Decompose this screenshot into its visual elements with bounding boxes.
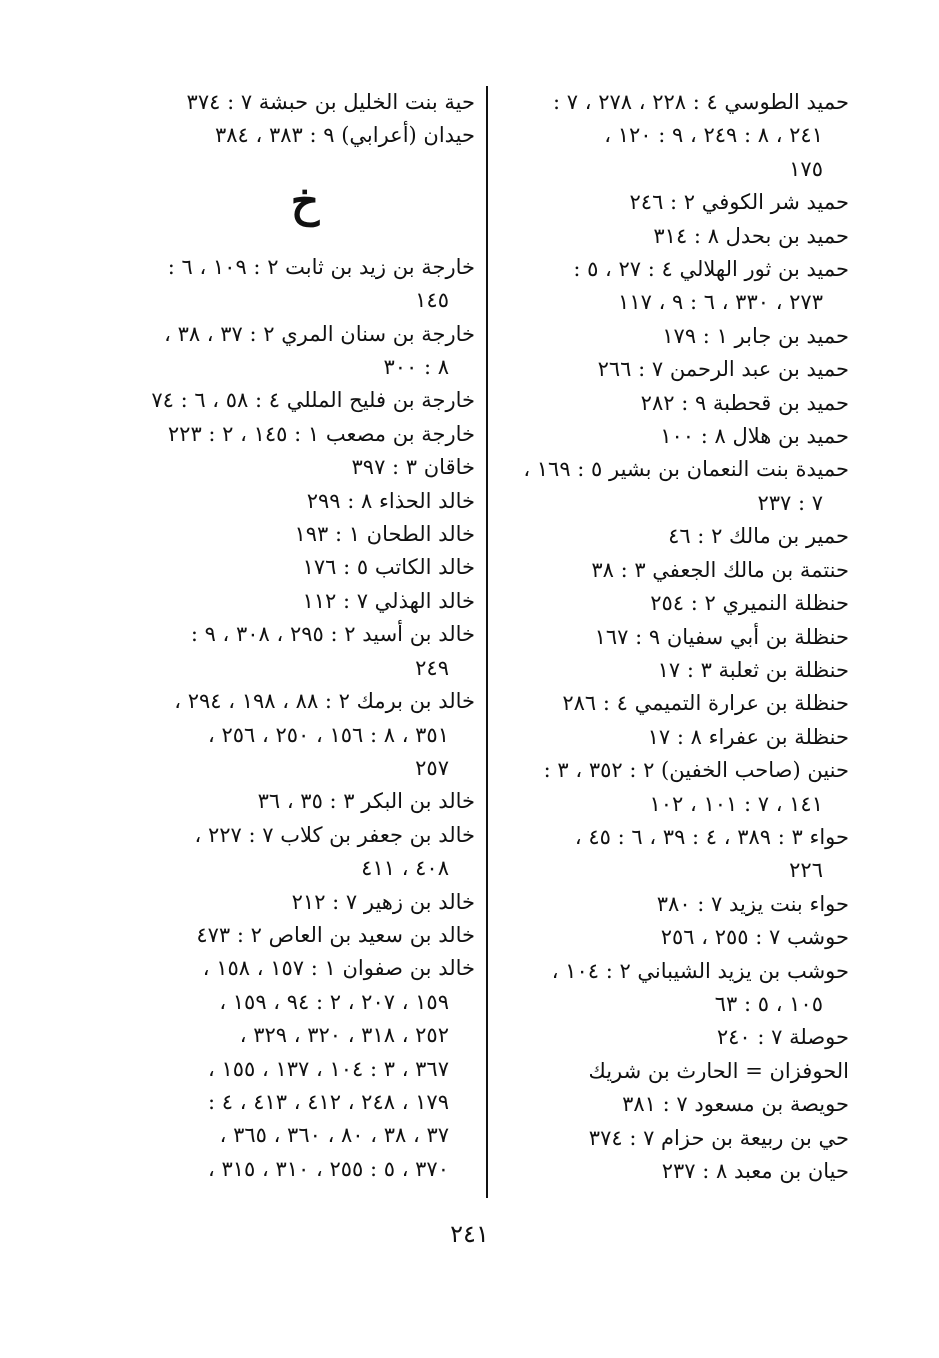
page-number: ٢٤١ xyxy=(450,1220,489,1248)
index-entry xyxy=(449,921,849,954)
index-entry-continuation: ١٧٩ ، ٢٤٨ ، ٤١٢ ، ٤١٣ ، ٤ : xyxy=(208,1089,449,1114)
index-entry xyxy=(135,819,475,886)
index-entry-text: خارجة بن مصعب ١ : ١٤٥ ، ٢ : ٢٢٣ xyxy=(167,421,475,446)
index-entry-continuation: ٢٧٣ ، ٣٣٠ ، ٦ : ٩ ، ١١٧ xyxy=(618,290,823,315)
section-letter-kha: خ xyxy=(290,175,320,227)
index-entry-text: خالد بن برمك ٢ : ٨٨ ، ١٩٨ ، ٢٩٤ ، xyxy=(174,689,475,714)
index-entry-text: حنظلة بن عفراء ٨ : ١٧ xyxy=(647,724,849,749)
index-entry-text: خالد الكاتب ٥ : ١٧٦ xyxy=(302,555,475,580)
index-entry xyxy=(135,119,475,152)
index-entry-text: خالد بن سعيد بن العاص ٢ : ٤٧٣ xyxy=(196,922,475,947)
index-entry xyxy=(449,955,849,1022)
index-entry xyxy=(135,86,475,119)
index-entry xyxy=(449,621,849,654)
index-entry xyxy=(449,1155,849,1188)
index-entry-text: حنظلة بن عرارة التميمي ٤ : ٢٨٦ xyxy=(562,691,849,716)
index-entry xyxy=(449,186,849,219)
index-entry xyxy=(449,320,849,353)
index-entry-text: خالد الحذاء ٨ : ٢٩٩ xyxy=(306,488,475,513)
index-entry-text: حيدان (أعرابي) ٩ : ٣٨٣ ، ٣٨٤ xyxy=(214,123,475,148)
index-entry xyxy=(449,821,849,888)
index-entry xyxy=(449,420,849,453)
index-entry-continuation: ٣٥١ ، ٨ : ١٥٦ ، ٢٥٠ ، ٢٥٦ ، xyxy=(208,722,449,747)
index-entry xyxy=(135,785,475,818)
index-entry xyxy=(449,220,849,253)
index-entry xyxy=(449,1055,849,1088)
index-column-left xyxy=(135,86,475,1186)
index-entry-continuation: ٣٧٠ ، ٥ : ٢٥٥ ، ٣١٠ ، ٣١٥ ، xyxy=(208,1156,449,1181)
index-entry-text: حنتمة بن مالك الجعفي ٣ : ٣٨ xyxy=(591,557,849,582)
index-entry-text: حميدة بنت النعمان بن بشير ٥ : ١٦٩ ، xyxy=(523,457,849,482)
index-entry xyxy=(449,754,849,821)
index-entry-text: خالد الهذلي ٧ : ١١٢ xyxy=(302,588,475,613)
index-entry-continuation: ١٠٥ ، ٥ : ٦٣ xyxy=(714,991,823,1016)
index-entry-continuation: ٣٧ ، ٣٨ ، ٨٠ ، ٣٦٠ ، ٣٦٥ ، xyxy=(219,1123,449,1148)
index-entry xyxy=(449,1021,849,1054)
index-entry-text: خاقان ٣ : ٣٩٧ xyxy=(351,455,475,480)
index-entry xyxy=(449,554,849,587)
index-entry-text: حوشب ٧ : ٢٥٥ ، ٢٥٦ xyxy=(660,925,849,950)
index-entry xyxy=(135,384,475,417)
index-entry xyxy=(135,685,475,785)
index-entry-continuation: ٣٦٧ ، ٣ : ١٠٤ ، ١٣٧ ، ١٥٥ ، xyxy=(208,1056,449,1081)
index-entry-continuation: ١٧٥ xyxy=(789,156,823,181)
index-entry-text: خالد بن زهير ٧ : ٢١٢ xyxy=(291,889,475,914)
index-entry-text: خارجة بن سنان المري ٢ : ٣٧ ، ٣٨ ، xyxy=(164,321,475,346)
index-entry xyxy=(135,585,475,618)
index-entry-continuation: ١٤٥ xyxy=(415,288,449,313)
index-entry xyxy=(135,618,475,685)
index-entry-text: حنظلة بن ثعلبة ٣ : ١٧ xyxy=(657,657,849,682)
index-entry-text: حويصة بن مسعود ٧ : ٣٨١ xyxy=(622,1092,849,1117)
index-entry xyxy=(449,888,849,921)
index-entry-text: حنين (صاحب الخفين) ٢ : ٣٥٢ ، ٣ : xyxy=(543,758,849,783)
index-column-left-bottom xyxy=(135,251,475,1186)
index-entry-text: خالد بن جعفر بن كلاب ٧ : ٢٢٧ ، xyxy=(194,822,475,847)
index-entry-continuation: ٨ : ٣٠٠ xyxy=(383,355,449,380)
index-entry xyxy=(135,551,475,584)
index-entry xyxy=(135,318,475,385)
index-entry xyxy=(135,919,475,952)
index-entry xyxy=(449,520,849,553)
index-entry xyxy=(449,721,849,754)
index-entry-continuation: ٢٥٢ ، ٣١٨ ، ٣٢٠ ، ٣٢٩ ، xyxy=(239,1023,449,1048)
index-entry-text: حنظلة بن أبي سفيان ٩ : ١٦٧ xyxy=(594,624,849,649)
index-entry xyxy=(135,485,475,518)
index-entry-text: خالد بن البكر ٣ : ٣٥ ، ٣٦ xyxy=(257,789,475,814)
index-entry-continuation: ١٤١ ، ٧ : ١٠١ ، ١٠٢ xyxy=(649,791,823,816)
index-entry xyxy=(135,418,475,451)
index-entry-text: حميد بن بحدل ٨ : ٣١٤ xyxy=(653,223,849,248)
index-entry-text: حواء بنت يزيد ٧ : ٣٨٠ xyxy=(656,891,849,916)
index-entry xyxy=(449,86,849,186)
index-entry xyxy=(135,952,475,1186)
index-entry-text: حي بن ربيعة بن حزام ٧ : ٣٧٤ xyxy=(588,1125,849,1150)
index-entry-text: حيان بن معبد ٨ : ٢٣٧ xyxy=(661,1159,849,1183)
index-entry-continuation: ٢٤١ ، ٨ : ٢٤٩ ، ٩ : ١٢٠ ، xyxy=(604,123,823,148)
index-entry-text: حميد بن ثور الهلالي ٤ : ٢٧ ، ٥ : xyxy=(573,257,849,282)
index-column-right xyxy=(449,86,849,1188)
index-entry xyxy=(449,654,849,687)
index-entry-text: خالد بن أسيد ٢ : ٢٩٥ ، ٣٠٨ ، ٩ : xyxy=(190,622,475,647)
index-entry xyxy=(449,353,849,386)
column-divider xyxy=(486,86,488,1198)
index-entry-continuation: ١٥٩ ، ٢٠٧ ، ٢ : ٩٤ ، ١٥٩ ، xyxy=(219,989,449,1014)
index-entry-text: حميد شر الكوفي ٢ : ٢٤٦ xyxy=(629,190,849,215)
index-entry xyxy=(449,453,849,520)
index-entry-text: خارجة بن فليح المللي ٤ : ٥٨ ، ٦ : ٧٤ xyxy=(151,388,475,413)
index-entry-text: خارجة بن زيد بن ثابت ٢ : ١٠٩ ، ٦ : xyxy=(167,254,475,279)
index-entry-text: حواء ٣ : ٣٨٩ ، ٤ : ٣٩ ، ٦ : ٤٥ ، xyxy=(574,824,849,849)
index-entry-text: حميد بن هلال ٨ : ١٠٠ xyxy=(660,424,849,449)
index-entry xyxy=(449,253,849,320)
index-entry xyxy=(449,1088,849,1121)
index-entry-text: خالد بن صفوان ١ : ١٥٧ ، ١٥٨ ، xyxy=(202,956,475,981)
index-entry xyxy=(135,886,475,919)
index-entry xyxy=(449,587,849,620)
index-entry-text: حميد بن جابر ١ : ١٧٩ xyxy=(662,323,849,348)
index-entry xyxy=(449,1122,849,1155)
index-entry xyxy=(135,518,475,551)
index-entry-text: حميد بن قحطبة ٩ : ٢٨٢ xyxy=(640,390,849,415)
index-entry-continuation: ٢٤٩ xyxy=(415,655,449,680)
index-entry-text: حمير بن مالك ٢ : ٤٦ xyxy=(668,524,849,549)
index-entry-continuation: ٧ : ٢٣٧ xyxy=(757,490,823,515)
index-entry-text: حميد الطوسي ٤ : ٢٢٨ ، ٢٧٨ ، ٧ : xyxy=(553,90,849,114)
index-entry xyxy=(449,687,849,720)
index-entry-text: حية بنت الخليل بن حبشة ٧ : ٣٧٤ xyxy=(186,90,475,114)
index-entry-continuation: ٤٠٨ ، ٤١١ xyxy=(361,856,449,881)
index-entry-text: حميد بن عبد الرحمن ٧ : ٢٦٦ xyxy=(597,357,849,382)
index-entry-continuation: ٢٥٧ xyxy=(415,755,449,780)
index-entry-text: حنظلة النميري ٢ : ٢٥٤ xyxy=(650,591,849,616)
index-entry-text: حوصلة ٧ : ٢٤٠ xyxy=(716,1025,849,1050)
index-entry-text: حوشب بن يزيد الشيباني ٢ : ١٠٤ ، xyxy=(551,958,849,983)
index-entry-text: الحوفزان = الحارث بن شريك xyxy=(588,1058,849,1083)
index-entry-continuation: ٢٢٦ xyxy=(789,858,823,883)
index-column-left-top xyxy=(135,86,475,153)
index-entry xyxy=(135,251,475,318)
index-entry xyxy=(135,451,475,484)
index-entry-text: خالد الطحان ١ : ١٩٣ xyxy=(294,522,475,547)
index-entry xyxy=(449,387,849,420)
